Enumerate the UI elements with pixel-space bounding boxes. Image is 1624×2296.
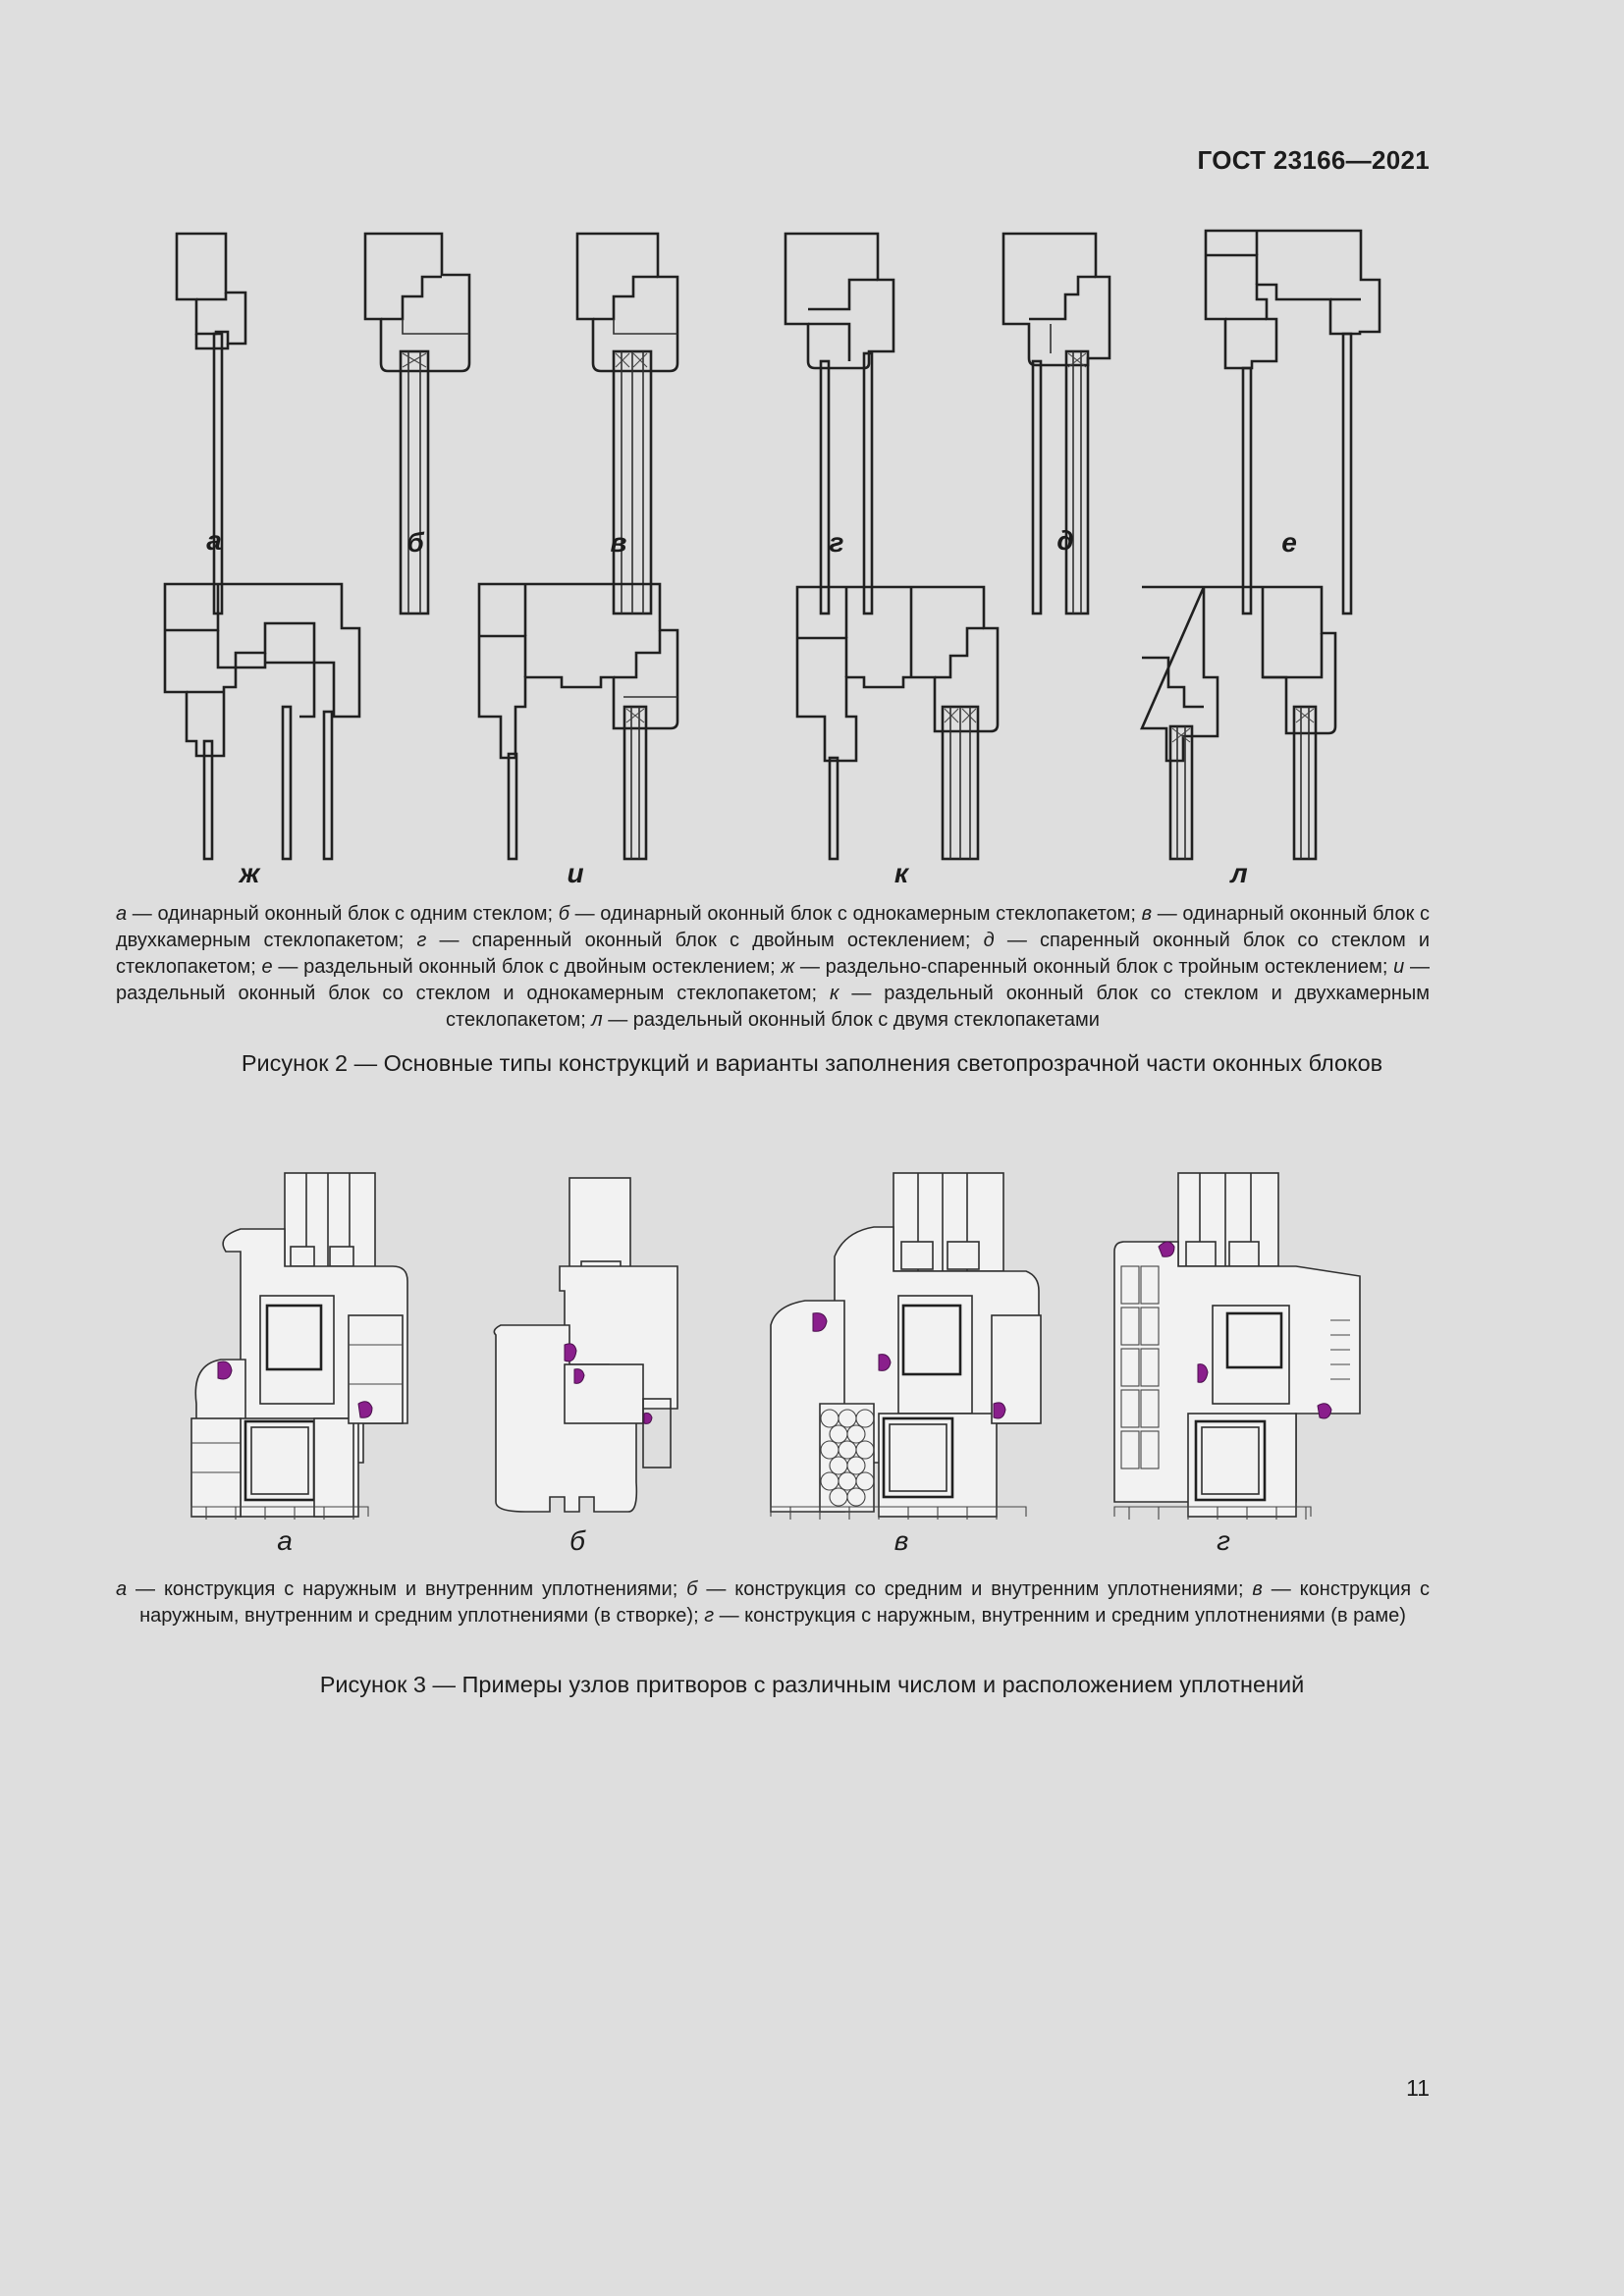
fig2-label-v: в	[610, 527, 627, 558]
figure-2-caption: Рисунок 2 — Основные типы конструкций и варианты заполнения светопрозрачной части оконных блоков	[241, 1050, 1383, 1076]
legend-key: б	[558, 903, 569, 925]
fig3-label-b: б	[569, 1525, 585, 1556]
figure-3-caption: Рисунок 3 — Примеры узлов притворов с различным числом и расположением уплотнений	[319, 1672, 1305, 1697]
legend-key: и	[1393, 956, 1405, 978]
figure-3-svg	[0, 1168, 1624, 1531]
legend-key: г	[704, 1605, 715, 1627]
fig3-label-v: в	[893, 1525, 909, 1556]
figure-3-legend	[116, 1576, 1430, 1629]
legend-text: — конструкция со средним и внутренним уплотнениями;	[697, 1578, 1253, 1600]
legend-text: — раздельный оконный блок с двойным остеклением;	[272, 956, 782, 978]
figure-3-drawings	[0, 1168, 1624, 1531]
legend-text: — конструкция с наружным, внутренним и средним уплотнениями (в створке);	[139, 1578, 1430, 1627]
legend-text: — раздельный оконный блок со стеклом и двухкамерным стеклопакетом;	[446, 983, 1430, 1031]
fig2-label-d: д	[1056, 525, 1074, 556]
fig2-label-i: и	[567, 858, 584, 888]
figure-2-drawings	[0, 216, 1624, 903]
legend-key: ж	[781, 956, 795, 978]
figure-2-svg	[0, 216, 1624, 903]
legend-key: а	[116, 1578, 128, 1600]
legend-key: д	[983, 930, 995, 951]
fig2-label-e: е	[1281, 527, 1297, 558]
legend-text: — конструкция с наружным, внутренним и средним уплотнениями (в раме)	[714, 1605, 1406, 1627]
legend-key: к	[830, 983, 839, 1004]
fig2-label-a: а	[206, 525, 222, 556]
fig2-label-k: к	[893, 858, 909, 888]
window-type-k	[797, 587, 998, 859]
sash-profile-v	[771, 1173, 1041, 1520]
window-type-zh	[165, 584, 359, 859]
page-number: 11	[1406, 2075, 1430, 2101]
fig2-label-l: л	[1230, 858, 1248, 888]
legend-text: — одинарный оконный блок с двухкамерным стеклопакетом;	[116, 903, 1430, 951]
legend-text: — раздельный оконный блок со стеклом и однокамерным стеклопакетом;	[116, 956, 1431, 1004]
legend-key: г	[416, 930, 427, 951]
fig2-label-g: г	[829, 527, 844, 558]
figure-2-legend	[116, 901, 1430, 1034]
fig3-label-a: а	[277, 1525, 293, 1556]
legend-text: — спаренный оконный блок с двойным остеклением;	[426, 930, 984, 951]
sash-profile-b	[494, 1178, 677, 1512]
window-type-i	[479, 584, 677, 859]
legend-text: — одинарный оконный блок с однокамерным стеклопакетом;	[568, 903, 1142, 925]
legend-text: — спаренный оконный блок со стеклом и стеклопакетом;	[116, 930, 1431, 978]
legend-key: л	[591, 1009, 603, 1031]
legend-key: е	[261, 956, 273, 978]
legend-text: — конструкция с наружным и внутренним уплотнениями;	[127, 1578, 687, 1600]
window-type-l	[1142, 587, 1335, 859]
legend-key: б	[686, 1578, 698, 1600]
legend-text: — одинарный оконный блок с одним стеклом;	[127, 903, 559, 925]
legend-text: — раздельный оконный блок с двумя стеклопакетами	[602, 1009, 1100, 1031]
legend-key: а	[116, 903, 128, 925]
fig3-label-g: г	[1217, 1525, 1230, 1556]
sash-profile-a	[191, 1173, 407, 1520]
document-header: ГОСТ 23166—2021	[1197, 145, 1430, 175]
legend-key: в	[1252, 1578, 1263, 1600]
legend-text: — раздельно-спаренный оконный блок с тройным остеклением;	[794, 956, 1394, 978]
sash-profile-g	[1114, 1173, 1360, 1520]
legend-key: в	[1141, 903, 1153, 925]
fig2-label-b: б	[406, 527, 424, 558]
fig2-label-zh: ж	[239, 858, 260, 888]
